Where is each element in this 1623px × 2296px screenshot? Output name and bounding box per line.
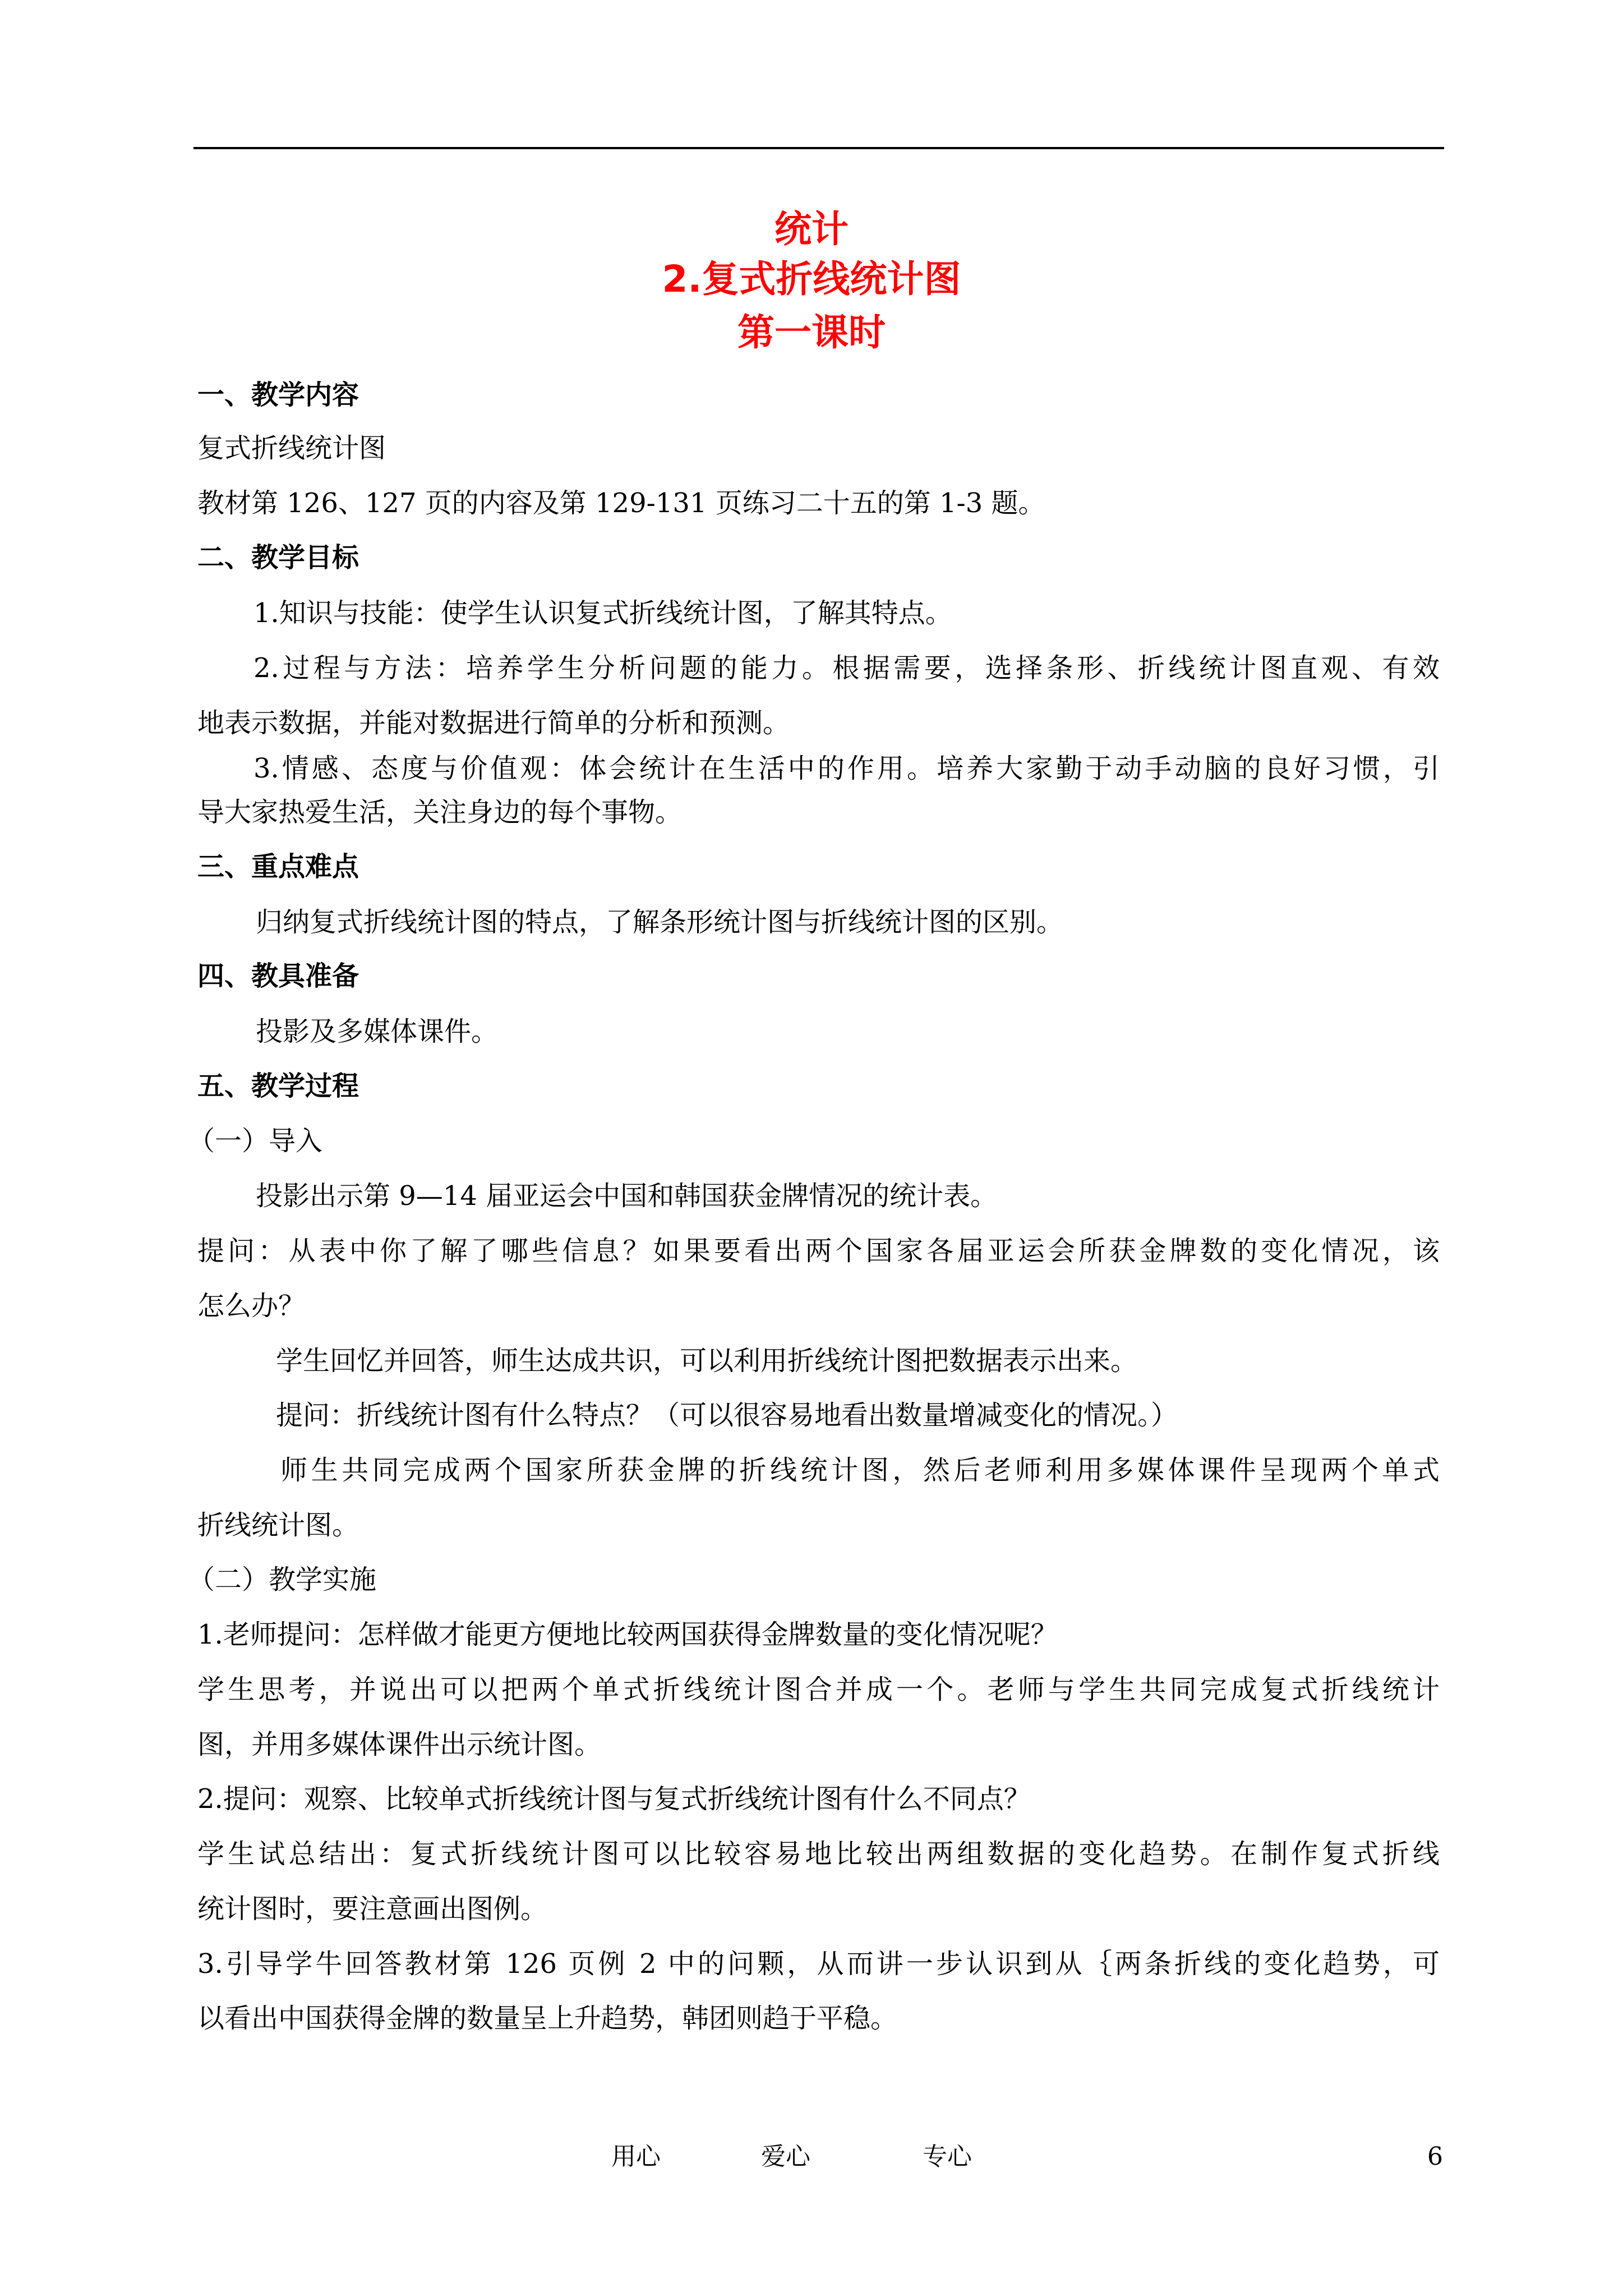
impl-5-line1: 3.引导学牛回答教材第 126 页例 2 中的问颗，从而讲一步认识到从｛两条折线的变化趋势，可	[197, 1948, 1440, 1980]
header-rule	[193, 147, 1444, 149]
page-number: 6	[1427, 2142, 1443, 2171]
intro-5-line2: 折线统计图。	[197, 1510, 359, 1541]
footer-word-1: 用心	[611, 2142, 661, 2171]
footer-word-2: 爱心	[761, 2142, 810, 2171]
intro-5-line1: 师生共同完成两个国家所获金牌的折线统计图，然后老师利用多媒体课件呈现两个单式	[280, 1455, 1440, 1486]
impl-3: 2.提问：观察、比较单式折线统计图与复式折线统计图有什么不同点？	[197, 1783, 1031, 1815]
heading-content: 一、教学内容	[197, 379, 359, 411]
impl-2-line1: 学生思考，并说出可以把两个单式折线统计图合并成一个。老师与学生共同完成复式折线统计	[197, 1674, 1440, 1705]
title-subject: 统计	[774, 208, 849, 251]
heading-goals: 二、教学目标	[197, 542, 359, 573]
impl-5-line2: 以看出中国获得金牌的数量呈上升趋势，韩团则趋于平稳。	[197, 2003, 898, 2034]
impl-2-line2: 图，并用多媒体课件出示统计图。	[197, 1729, 602, 1760]
materials-text: 投影及多媒体课件。	[256, 1016, 499, 1047]
intro-3: 学生回忆并回答，师生达成共识，可以利用折线统计图把数据表示出来。	[276, 1345, 1138, 1377]
intro-4: 提问：折线统计图有什么特点？（可以很容易地看出数量增减变化的情况。）	[276, 1400, 1178, 1431]
heading-materials: 四、教具准备	[197, 960, 359, 992]
goal-3-line1: 3.情感、态度与价值观：体会统计在生活中的作用。培养大家勤于动手动脑的良好习惯，引	[253, 753, 1440, 784]
goal-3-line2: 导大家热爱生活，关注身边的每个事物。	[197, 797, 683, 828]
title-lesson: 2.复式折线统计图	[662, 257, 961, 301]
content-pages: 教材第 126、127 页的内容及第 129-131 页练习二十五的第 1-3 题。	[197, 487, 1045, 519]
heading-process: 五、教学过程	[197, 1070, 359, 1102]
impl-4-line2: 统计图时，要注意画出图例。	[197, 1893, 548, 1925]
content-topic: 复式折线统计图	[197, 432, 386, 464]
intro-2-line2: 怎么办？	[197, 1290, 306, 1322]
impl-1: 1.老师提问：怎样做才能更方便地比较两国获得金牌数量的变化情况呢？	[197, 1619, 1058, 1650]
intro-2-line1: 提问：从表中你了解了哪些信息？如果要看出两个国家各届亚运会所获金牌数的变化情况，该	[197, 1235, 1440, 1267]
intro-1: 投影出示第 9—14 届亚运会中国和韩国获金牌情况的统计表。	[256, 1180, 998, 1212]
title-period: 第一课时	[737, 311, 886, 354]
heading-keypoints: 三、重点难点	[197, 851, 359, 882]
goal-2-line2: 地表示数据，并能对数据进行简单的分析和预测。	[197, 707, 790, 739]
subheading-implementation: （二）教学实施	[188, 1564, 377, 1595]
goal-2-line1: 2.过程与方法：培养学生分析问题的能力。根据需要，选择条形、折线统计图直观、有效	[253, 652, 1440, 684]
subheading-intro: （一）导入	[188, 1125, 323, 1157]
impl-4-line1: 学生试总结出：复式折线统计图可以比较容易地比较出两组数据的变化趋势。在制作复式折线	[197, 1838, 1440, 1870]
footer-word-3: 专心	[923, 2142, 972, 2171]
keypoints-text: 归纳复式折线统计图的特点，了解条形统计图与折线统计图的区别。	[256, 907, 1064, 938]
goal-1: 1.知识与技能：使学生认识复式折线统计图，了解其特点。	[253, 597, 952, 629]
